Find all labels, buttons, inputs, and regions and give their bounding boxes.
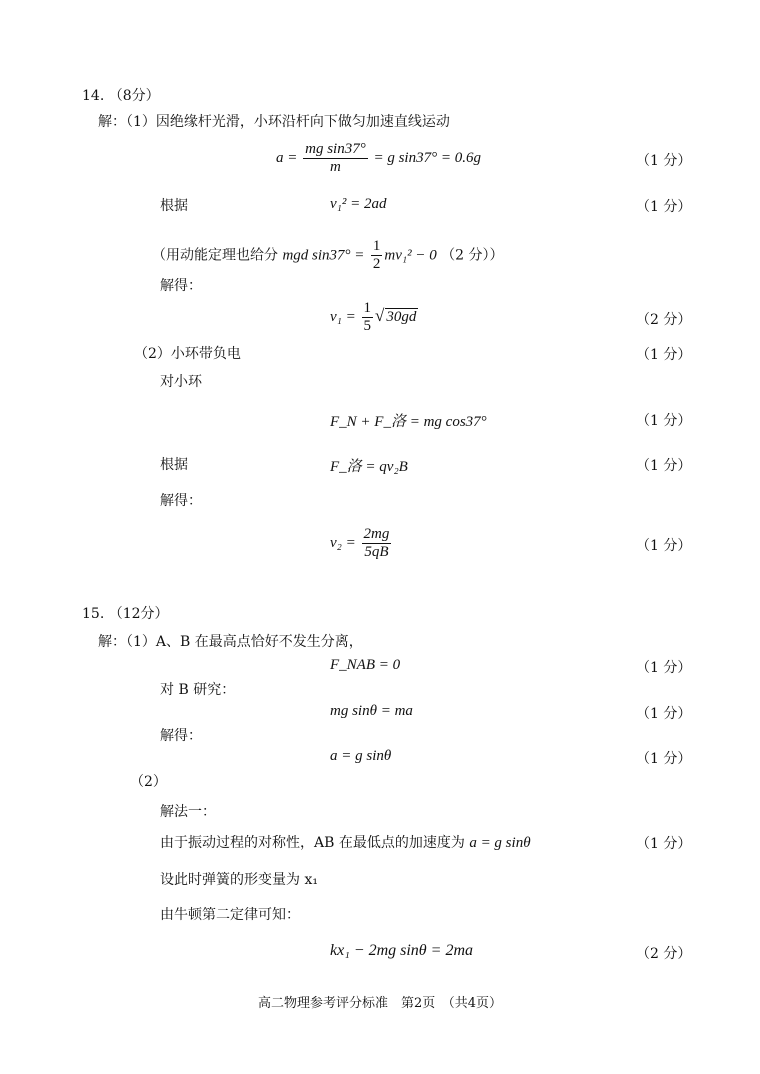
q15-method1: 解法一： [160, 804, 216, 820]
q15-part1-line [98, 632, 363, 652]
q14-note-math-b: mv₁² − 0 [384, 247, 437, 264]
q15-eq2: mg sinθ = ma [330, 703, 413, 719]
q14-eq3-num: 1 [363, 300, 371, 316]
q15-x1-text: 设此时弹簧的形变量为 x₁ [160, 872, 318, 888]
q14-genju1: 根据 [160, 198, 188, 214]
sqrt-icon: √ [375, 305, 385, 325]
q15-part2-label: （2） [130, 774, 167, 790]
q15-eq3-score: （1 分） [636, 751, 692, 767]
q14-part2-text: （2）小环带负电 [134, 346, 241, 362]
q14-eq3-lhs: v₁ = [330, 308, 356, 325]
q14-solution-label: 解： [98, 114, 126, 130]
q14-eq3-fraction [362, 300, 374, 335]
q15-part1-text: （1）A、B 在最高点恰好不发生分离， [126, 634, 363, 650]
q14-eq4: F_N + F_洛 = mg cos37° [330, 414, 487, 430]
q14-eq2-score: （1 分） [636, 199, 692, 215]
q15-symmetry-text: 由于振动过程的对称性，AB 在最低点的加速度为 [160, 835, 465, 851]
q14-eq3-radicand: 30gd [386, 308, 417, 325]
q14-part1-text: （1）因绝缘杆光滑，小环沿杆向下做匀加速直线运动 [126, 114, 450, 130]
q14-note-num: 1 [372, 238, 381, 254]
q15-symmetry-score: （1 分） [636, 836, 692, 852]
q15-eq3: a = g sinθ [330, 748, 392, 764]
q14-eq1-rhs: = g sin37° = 0.6g [373, 149, 481, 166]
q14-eq5-score: （1 分） [636, 458, 692, 474]
q14-eq6-lhs: v₂ = [330, 534, 356, 551]
q15-eq1: F_NAB = 0 [330, 657, 401, 673]
q14-eq6-den: 5qB [364, 544, 389, 560]
q15-eq1-score: （1 分） [636, 660, 692, 676]
q15-eq2-score: （1 分） [636, 706, 692, 722]
q14-eq3-den: 5 [363, 318, 371, 334]
q14-eq4-score: （1 分） [636, 413, 692, 429]
q14-eq1 [276, 141, 481, 176]
q14-note-suffix: （2 分）） [441, 247, 504, 264]
q14-jiede2: 解得： [160, 493, 202, 509]
q14-eq3-score: （2 分） [636, 312, 692, 328]
q14-eq1-lhs: a = [276, 149, 298, 166]
q14-eq1-num: mg sin37° [305, 141, 366, 157]
q14-note-math-a: mgd sin37° = [282, 247, 365, 264]
q15-symmetry-line [160, 833, 531, 853]
q14-eq2: v₁² = 2ad [330, 196, 387, 212]
q14-jiede1: 解得： [160, 278, 202, 294]
q14-eq6-score: （1 分） [636, 538, 692, 554]
q15-eq4: kx₁ − 2mg sinθ = 2ma [330, 942, 473, 959]
q14-duixiaohuan: 对小环 [160, 374, 202, 390]
q15-symmetry-math: a = g sinθ [469, 835, 531, 851]
q14-eq1-den: m [330, 159, 341, 175]
q14-eq5: F_洛 = qv₂B [330, 459, 408, 475]
q14-header: 14. （8分） [82, 88, 160, 104]
page-footer: 高二物理参考评分标准 第2页 （共4页） [257, 996, 503, 1011]
q14-part1-line [98, 112, 450, 132]
q14-note [152, 238, 504, 273]
q14-genju2: 根据 [160, 457, 188, 473]
q14-note-fraction [371, 238, 383, 273]
q15-duiB: 对 B 研究： [160, 682, 236, 698]
q14-eq1-score: （1 分） [636, 153, 692, 169]
q15-solution-label: 解： [98, 634, 126, 650]
q14-note-den: 2 [372, 256, 381, 272]
q15-eq4-score: （2 分） [636, 946, 692, 962]
q14-eq6 [330, 526, 393, 561]
q14-part2-score: （1 分） [636, 347, 692, 363]
q15-newton: 由牛顿第二定律可知： [160, 907, 300, 923]
q14-eq6-fraction [362, 526, 392, 561]
q14-eq3 [330, 300, 418, 335]
q14-eq6-num: 2mg [363, 526, 390, 542]
q14-eq1-fraction [303, 141, 368, 176]
q15-header: 15. （12分） [82, 606, 169, 622]
q15-jiede: 解得： [160, 728, 202, 744]
q14-note-prefix: （用动能定理也给分 [152, 247, 283, 264]
